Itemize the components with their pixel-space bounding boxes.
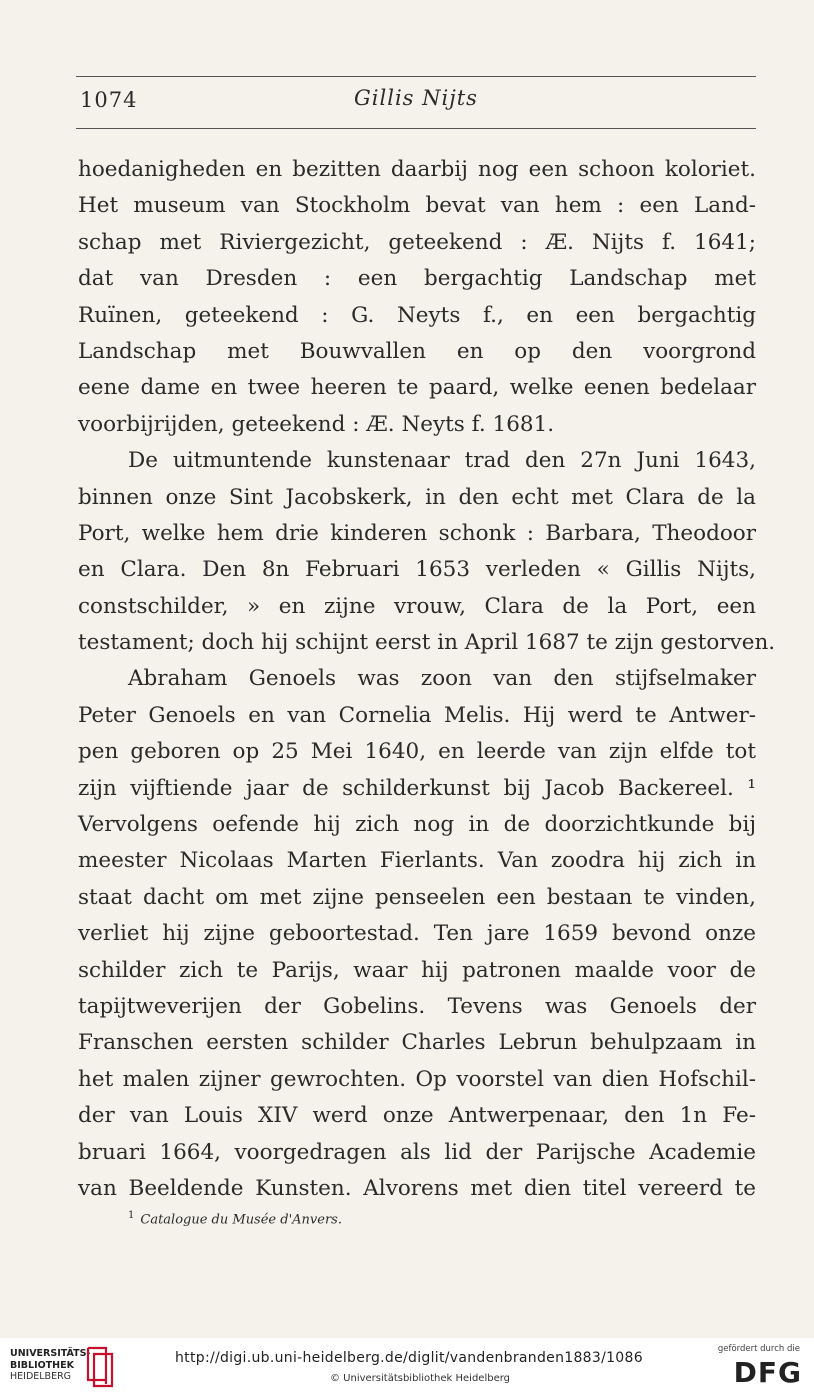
text-line: der van Louis XIV werd onze Antwerpenaar, den 1n Fe- xyxy=(78,1103,756,1129)
page-number: 1074 xyxy=(80,88,138,112)
text-line: zijn vijftiende jaar de schilderkunst bij Jacob Backereel. ¹ xyxy=(78,775,756,801)
text-line: Ruïnen, geteekend : G. Neyts f., en een bergachtig xyxy=(78,302,756,328)
library-name-line: HEIDELBERG xyxy=(10,1371,72,1382)
text-line: en Clara. Den 8n Februari 1653 verleden « Gillis Nijts, xyxy=(78,557,756,583)
text-line: Landschap met Bouwvallen en op den voorgrond xyxy=(78,338,756,364)
footnote xyxy=(128,1210,342,1227)
text-line: dat van Dresden : een bergachtig Landschap met xyxy=(78,266,756,292)
text-line: schilder zich te Parijs, waar hij patronen maalde voor de xyxy=(78,957,756,983)
text-line: pen geboren op 25 Mei 1640, en leerde van zijn elfde tot xyxy=(78,739,756,765)
running-title: Gillis Nijts xyxy=(354,86,478,110)
page-header xyxy=(76,84,756,120)
library-name xyxy=(10,1348,91,1383)
text-line: Het museum van Stockholm bevat van hem : een Land- xyxy=(78,193,756,219)
body-text xyxy=(78,152,776,1207)
text-line: Peter Genoels en van Cornelia Melis. Hij werd te Antwer- xyxy=(78,702,756,728)
viewer-footer xyxy=(0,1338,814,1394)
text-line: eene dame en twee heeren te paard, welke eenen bedelaar xyxy=(78,375,756,401)
text-line: schap met Riviergezicht, geteekend : Æ. Nijts f. 1641; xyxy=(78,229,756,255)
library-name-line: BIBLIOTHEK xyxy=(10,1359,74,1371)
paragraph-start-line: De uitmuntende kunstenaar trad den 27n Juni 1643, xyxy=(128,448,756,474)
text-line: voorbijrijden, geteekend : Æ. Neyts f. 1681. xyxy=(78,411,555,437)
text-line: binnen onze Sint Jacobskerk, in den echt met Clara de la xyxy=(78,484,756,510)
copyright-notice: © Universitätsbibliothek Heidelberg xyxy=(330,1373,511,1384)
header-bottom-rule xyxy=(76,128,756,129)
text-line: van Beeldende Kunsten. Alvorens met dien titel vereerd te xyxy=(78,1175,756,1201)
text-line: Vervolgens oefende hij zich nog in de doorzichtkunde bij xyxy=(78,812,756,838)
text-line: staat dacht om met zijne penseelen een bestaan te vinden, xyxy=(78,884,756,910)
paragraph-start-line: Abraham Genoels was zoon van den stijfselmaker xyxy=(128,666,756,692)
text-line: Port, welke hem drie kinderen schonk : Barbara, Theodoor xyxy=(78,520,756,546)
funding-note: gefördert durch die xyxy=(717,1344,800,1354)
dfg-logo[interactable]: DFG xyxy=(733,1356,802,1389)
text-line: Franschen eersten schilder Charles Lebrun behulpzaam in xyxy=(78,1030,756,1056)
text-line: verliet hij zijne geboortestad. Ten jare 1659 bevond onze xyxy=(78,921,756,947)
footnote-text: Catalogue du Musée d'Anvers. xyxy=(140,1212,342,1228)
library-name-line: UNIVERSITÄTS- xyxy=(10,1348,91,1359)
library-logo-icon[interactable] xyxy=(84,1344,114,1388)
text-line: het malen zijner gewrochten. Op voorstel van dien Hofschil- xyxy=(78,1066,756,1092)
text-line: testament; doch hij schijnt eerst in April 1687 te zijn gestorven. xyxy=(78,630,776,656)
text-line: bruari 1664, voorgedragen als lid der Parijsche Academie xyxy=(78,1139,756,1165)
text-line: hoedanigheden en bezitten daarbij nog een schoon koloriet. xyxy=(78,157,756,182)
text-line: meester Nicolaas Marten Fierlants. Van zoodra hij zich in xyxy=(78,848,756,874)
text-line: constschilder, » en zijne vrouw, Clara de la Port, een xyxy=(78,593,756,619)
footnote-mark: 1 xyxy=(128,1210,135,1221)
text-line: tapijtweverijen der Gobelins. Tevens was Genoels der xyxy=(78,993,756,1019)
header-top-rule xyxy=(76,76,756,77)
permalink-url[interactable]: http://digi.ub.uni-heidelberg.de/diglit/vandenbranden1883/1086 xyxy=(175,1350,643,1366)
